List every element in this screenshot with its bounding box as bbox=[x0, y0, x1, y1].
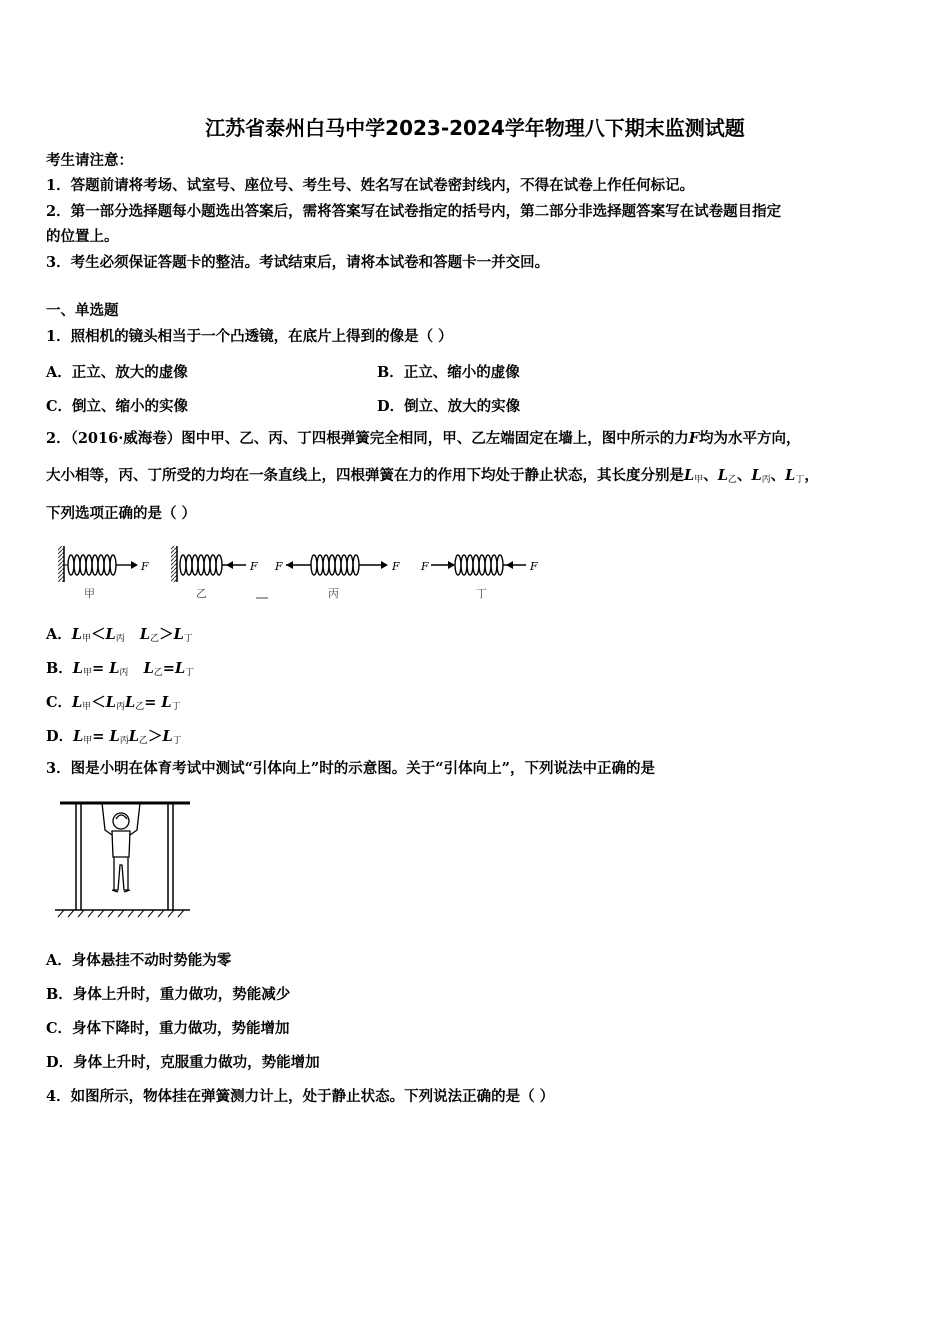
separator: 、 bbox=[736, 467, 752, 484]
length-symbol: L bbox=[751, 467, 762, 484]
q2-option-d[interactable]: D．$L_甲= L_丙L_乙>L_丁$ bbox=[46, 728, 182, 746]
q1-option-d[interactable]: D．倒立、放大的实像 bbox=[377, 398, 521, 415]
notice-item-2: 2．第一部分选择题每小题选出答案后，需将答案写在试卷指定的括号内，第二部分非选择题答案写在试卷题目指定 bbox=[46, 203, 782, 220]
spring-yi bbox=[171, 546, 246, 582]
q2-line-1 bbox=[46, 429, 801, 449]
q2-line-1-text-end: 均为水平方向， bbox=[699, 430, 801, 447]
separator: ， bbox=[804, 467, 819, 484]
person bbox=[102, 803, 140, 892]
q2-option-c[interactable]: C．$L_甲<L_丙L_乙= L_丁$ bbox=[46, 694, 181, 712]
q2-line-2 bbox=[46, 466, 819, 490]
spring-ding bbox=[431, 555, 526, 575]
notice-item-3: 3．考生必须保证答题卡的整洁。考试结束后，请将本试卷和答题卡一并交回。 bbox=[46, 254, 550, 271]
option-prefix: D． bbox=[46, 728, 74, 745]
q3-option-c[interactable]: C．身体下降时，重力做功，势能增加 bbox=[46, 1020, 290, 1037]
q1-option-a[interactable]: A．正立、放大的虚像 bbox=[46, 364, 188, 381]
q2-line-1-text: 2．（2016·威海卷）图中甲、乙、丙、丁四根弹簧完全相同，甲、乙左端固定在墙上，图中所示的力 bbox=[46, 430, 689, 447]
option-prefix: B． bbox=[46, 660, 73, 677]
force-label: F bbox=[250, 560, 258, 573]
spring-bing bbox=[286, 555, 388, 575]
q1-option-b[interactable]: B．正立、缩小的虚像 bbox=[377, 364, 520, 381]
subscript-yi: 乙 bbox=[727, 475, 737, 485]
length-symbol: L bbox=[684, 467, 695, 484]
q2-line-3: 下列选项正确的是（ ） bbox=[46, 505, 197, 522]
springs-figure bbox=[46, 538, 556, 608]
force-label: F bbox=[275, 560, 283, 573]
force-symbol: F bbox=[688, 430, 700, 447]
notice-heading: 考生请注意： bbox=[46, 152, 133, 169]
figure-label-yi: 乙 bbox=[196, 587, 207, 600]
length-symbol: L bbox=[785, 467, 796, 484]
spring-jia bbox=[58, 546, 138, 582]
force-label: F bbox=[421, 560, 429, 573]
option-prefix: C． bbox=[46, 694, 73, 711]
q1-option-c[interactable]: C．倒立、缩小的实像 bbox=[46, 398, 189, 415]
force-label: F bbox=[141, 560, 149, 573]
notice-item-1: 1．答题前请将考场、试室号、座位号、考生号、姓名写在试卷密封线内，不得在试卷上作任何标记。 bbox=[46, 177, 695, 194]
force-label: F bbox=[392, 560, 400, 573]
separator: 、 bbox=[703, 467, 718, 484]
q2-line-2-text: 大小相等，丙、丁所受的力均在一条直线上，四根弹簧在力的作用下均处于静止状态，其长度分别是 bbox=[46, 467, 684, 484]
separator: 、 bbox=[770, 467, 786, 484]
q2-option-a[interactable]: A．$L_甲<L_丙$ $L_乙>L_丁$ bbox=[46, 626, 193, 644]
subscript-ding: 丁 bbox=[795, 475, 805, 485]
figure-label-bing: 丙 bbox=[328, 587, 339, 600]
figure-label-ding: 丁 bbox=[476, 587, 487, 600]
q4-stem: 4．如图所示，物体挂在弹簧测力计上，处于静止状态。下列说法正确的是（ ） bbox=[46, 1088, 555, 1105]
pull-up-figure bbox=[50, 795, 200, 920]
notice-item-2-cont: 的位置上。 bbox=[46, 228, 119, 245]
section-heading: 一、单选题 bbox=[46, 302, 119, 319]
q1-stem: 1．照相机的镜头相当于一个凸透镜，在底片上得到的像是（ ） bbox=[46, 328, 453, 345]
subscript-jia: 甲 bbox=[694, 475, 704, 485]
q2-option-b[interactable]: B．$L_甲= L_丙$ $L_乙=L_丁$ bbox=[46, 660, 195, 678]
force-label: F bbox=[530, 560, 538, 573]
q3-option-d[interactable]: D．身体上升时，克服重力做功，势能增加 bbox=[46, 1054, 320, 1071]
q3-option-b[interactable]: B．身体上升时，重力做功，势能减少 bbox=[46, 986, 291, 1003]
page-title: 江苏省泰州白马中学2023-2024学年物理八下期末监测试题 bbox=[205, 116, 745, 140]
option-prefix: A． bbox=[46, 626, 72, 643]
subscript-bing: 丙 bbox=[761, 475, 771, 485]
q3-option-a[interactable]: A．身体悬挂不动时势能为零 bbox=[46, 952, 232, 969]
length-symbol: L bbox=[717, 467, 728, 484]
figure-label-jia: 甲 bbox=[84, 587, 95, 600]
q3-stem: 3．图是小明在体育考试中测试“引体向上”时的示意图。关于“引体向上”，下列说法中正确的是 bbox=[46, 760, 655, 777]
